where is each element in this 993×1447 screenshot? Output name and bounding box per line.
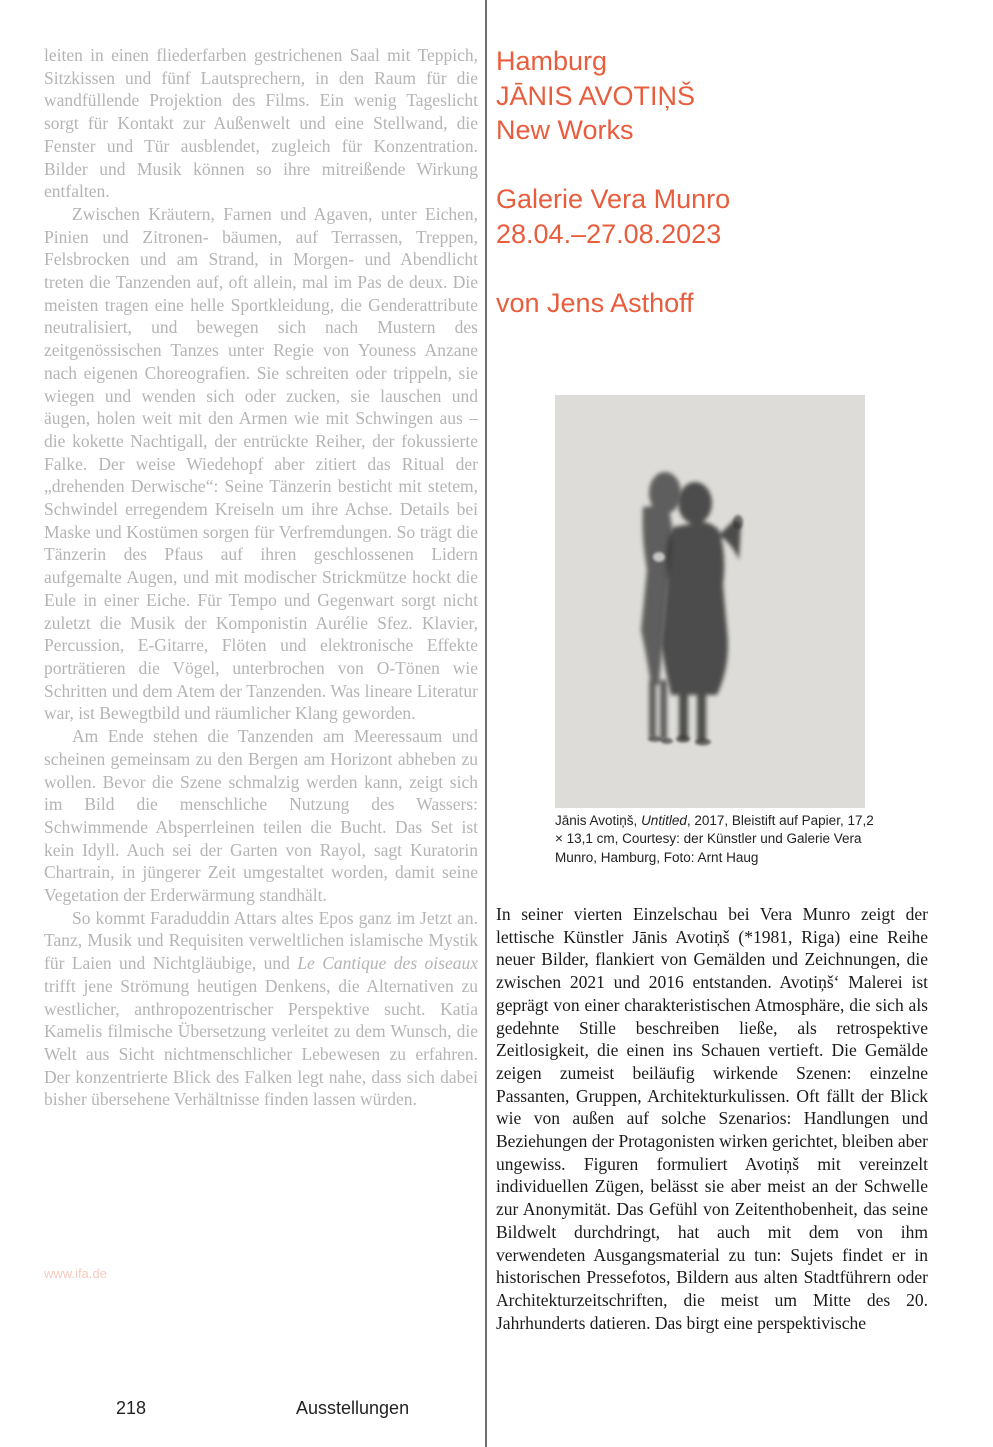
website-link[interactable]: www.ifa.de xyxy=(44,1266,107,1281)
pencil-drawing-two-figures xyxy=(555,395,865,808)
left-column-text xyxy=(44,44,478,1111)
caption-title: Untitled xyxy=(641,813,687,828)
exhibition-title: New Works xyxy=(496,115,634,145)
left-paragraph-2: Zwischen Kräutern, Farnen und Agaven, unter Eichen, Pinien und Zitronen- bäumen, auf Terrassen, Treppen, Felsbrocken und am Strand, in Morgen- und Abendlicht treten die Tanzenden auf, oft allein, mal im Pas de deux. Die meisten tragen eine helle Sportkleidung, die Genderattribute neutralisiert, und bewegen sich nach Mustern des zeitgenössischen Tanzes unter Regie von Youness Anzane nach eigenen Choreografien. Sie schreiten oder trippeln, sie wiegen und wenden sich oder zucken, sie lauschen und äugen, holen weit mit den Armen wie mit Schwingen aus – die kokette Nachtigall, der entrückte Reiher, der fokussierte Falke. Der weise Wiedehopf aber zitiert das Ritual der „drehenden Derwische“: Seine Tänzerin besticht mit stetem, Schwindel erregendem Kreiseln um ihre Achse. Details bei Maske und Kostümen sorgen für Verfremdungen. So trägt die Tänzerin des Pfaus auf ihren geschlossenen Lidern aufgemalte Augen, und mit modischer Strickmütze hockt die Eule in einer Eiche. Für Tempo und Gegenwart sorgt nicht zuletzt die Musik der Komponistin Aurélie Sfez. Klavier, Percussion, E-Gitarre, Flöten und elektronische Effekte porträtieren die Vögel, unterbrochen von O-Tönen wie Schritten und dem Atem der Tanzenden. Was lineare Literatur war, ist Bewegtbild und räumlicher Klang geworden. xyxy=(44,203,478,724)
section-label: Ausstellungen xyxy=(296,1398,410,1418)
artist-name: JĀNIS AVOTIŅŠ xyxy=(496,80,696,111)
article-header xyxy=(496,44,976,320)
artwork-image xyxy=(555,395,865,808)
author-byline: von Jens Asthoff xyxy=(496,287,694,318)
article-paragraph: In seiner vierten Einzelschau bei Vera Munro zeigt der lettische Künstler Jānis Avotiņš (*1981, Riga) eine Reihe neuer Bilder, flankiert von Gemälden und Zeichnungen, die zwischen 2021 und 2016 entstanden. Avotiņš‘ Malerei ist geprägt von einer charakteristischen Atmosphäre, die sich als gedehnte Stille beschreiben ließe, als retrospektive Zeitlosigkeit, die einen ins Schauen vertieft. Die Gemälde zeigen zumeist beiläufig wirkende Szenen: einzelne Passanten, Gruppen, Architekturkulissen. Oft fällt der Blick wie von außen auf solche Szenarios: Handlungen und Beziehungen der Protagonisten wirken gerichtet, bleiben aber ungewiss. Figuren formuliert Avotiņš mit vereinzelt individuellen Zügen, belässt sie aber meist an der Schwelle zur Anonymität. Das Gefühl von Zeitenthobenheit, das seine Bildwelt durchdringt, hat auch mit dem von ihm verwendeten Ausgangsmaterial zu tun: Sujets findet er in historischen Pressefotos, Bildern aus alten Stadtführern oder Architekturzeitschriften, die meist um Mitte des 20. Jahrhunderts datieren. Das birgt eine perspektivische xyxy=(496,904,928,1333)
left-paragraph-1: leiten in einen fliederfarben gestrichenen Saal mit Teppich, Sitzkissen und fünf Lautsprechern, in den Raum für die wandfüllende Projektion des Films. Ein wenig Tageslicht sorgt für Kontakt zur Außenwelt und eine Stellwand, die Fenster und Tür ausblendet, zugleich für Konzentration. Bilder und Musik können so ihre mitreißende Wirkung entfalten. xyxy=(44,45,478,202)
caption-artist: Jānis Avotiņš, xyxy=(555,813,642,828)
column-divider xyxy=(485,0,487,1447)
left-paragraph-4-text-b: trifft jene Strömung heutigen Denkens, die Alternativen zu westlicher, anthropozentrischer Perspektive sucht. Katia Kamelis filmische Übersetzung verleitet zu dem Wunsch, die Welt aus Sicht nichtmenschlicher Lebewesen zu erfahren. Der konzentrierte Blick des Falken legt nahe, dass sich dabei bisher übersehene Verhältnisse finden lassen würden. xyxy=(44,975,478,1110)
article-body xyxy=(496,903,928,1334)
city: Hamburg xyxy=(496,46,608,76)
left-paragraph-4 xyxy=(44,907,478,1111)
film-title: Le Cantique des oiseaux xyxy=(297,953,478,974)
left-paragraph-4-text-a: So kommt Faraduddin Attars altes Epos ganz im Jetzt an. Tanz, Musik und Requisiten verweltlichen islamische Mystik für Laien und Nichtgläubige, und xyxy=(44,907,478,974)
image-caption xyxy=(555,812,885,867)
caption-details: , 2017, Bleistift auf Papier, 17,2 × 13,1 cm, Courtesy: der Künstler und Galerie Vera Munro, Hamburg, Foto: Arnt Haug xyxy=(555,813,874,865)
exhibition-dates: 28.04.–27.08.2023 xyxy=(496,218,722,249)
left-paragraph-3: Am Ende stehen die Tanzenden am Meeressaum und scheinen gemeinsam zu den Bergen am Horizont abheben zu wollen. Bevor die Szene schmalzig werden kann, zeigt sich im Bild die menschliche Nutzung des Wassers: Schwimmende Absperrleinen teilen die Bucht. Das Set ist kein Idyll. Auch sei der Garten von Rayol, sagt Kuratorin Chartrain, in jüngerer Zeit umgestaltet worden, damit seine Vegetation der Erderwärmung standhält. xyxy=(44,726,478,906)
page-number: 218 xyxy=(116,1398,147,1418)
gallery-name: Galerie Vera Munro xyxy=(496,184,731,214)
